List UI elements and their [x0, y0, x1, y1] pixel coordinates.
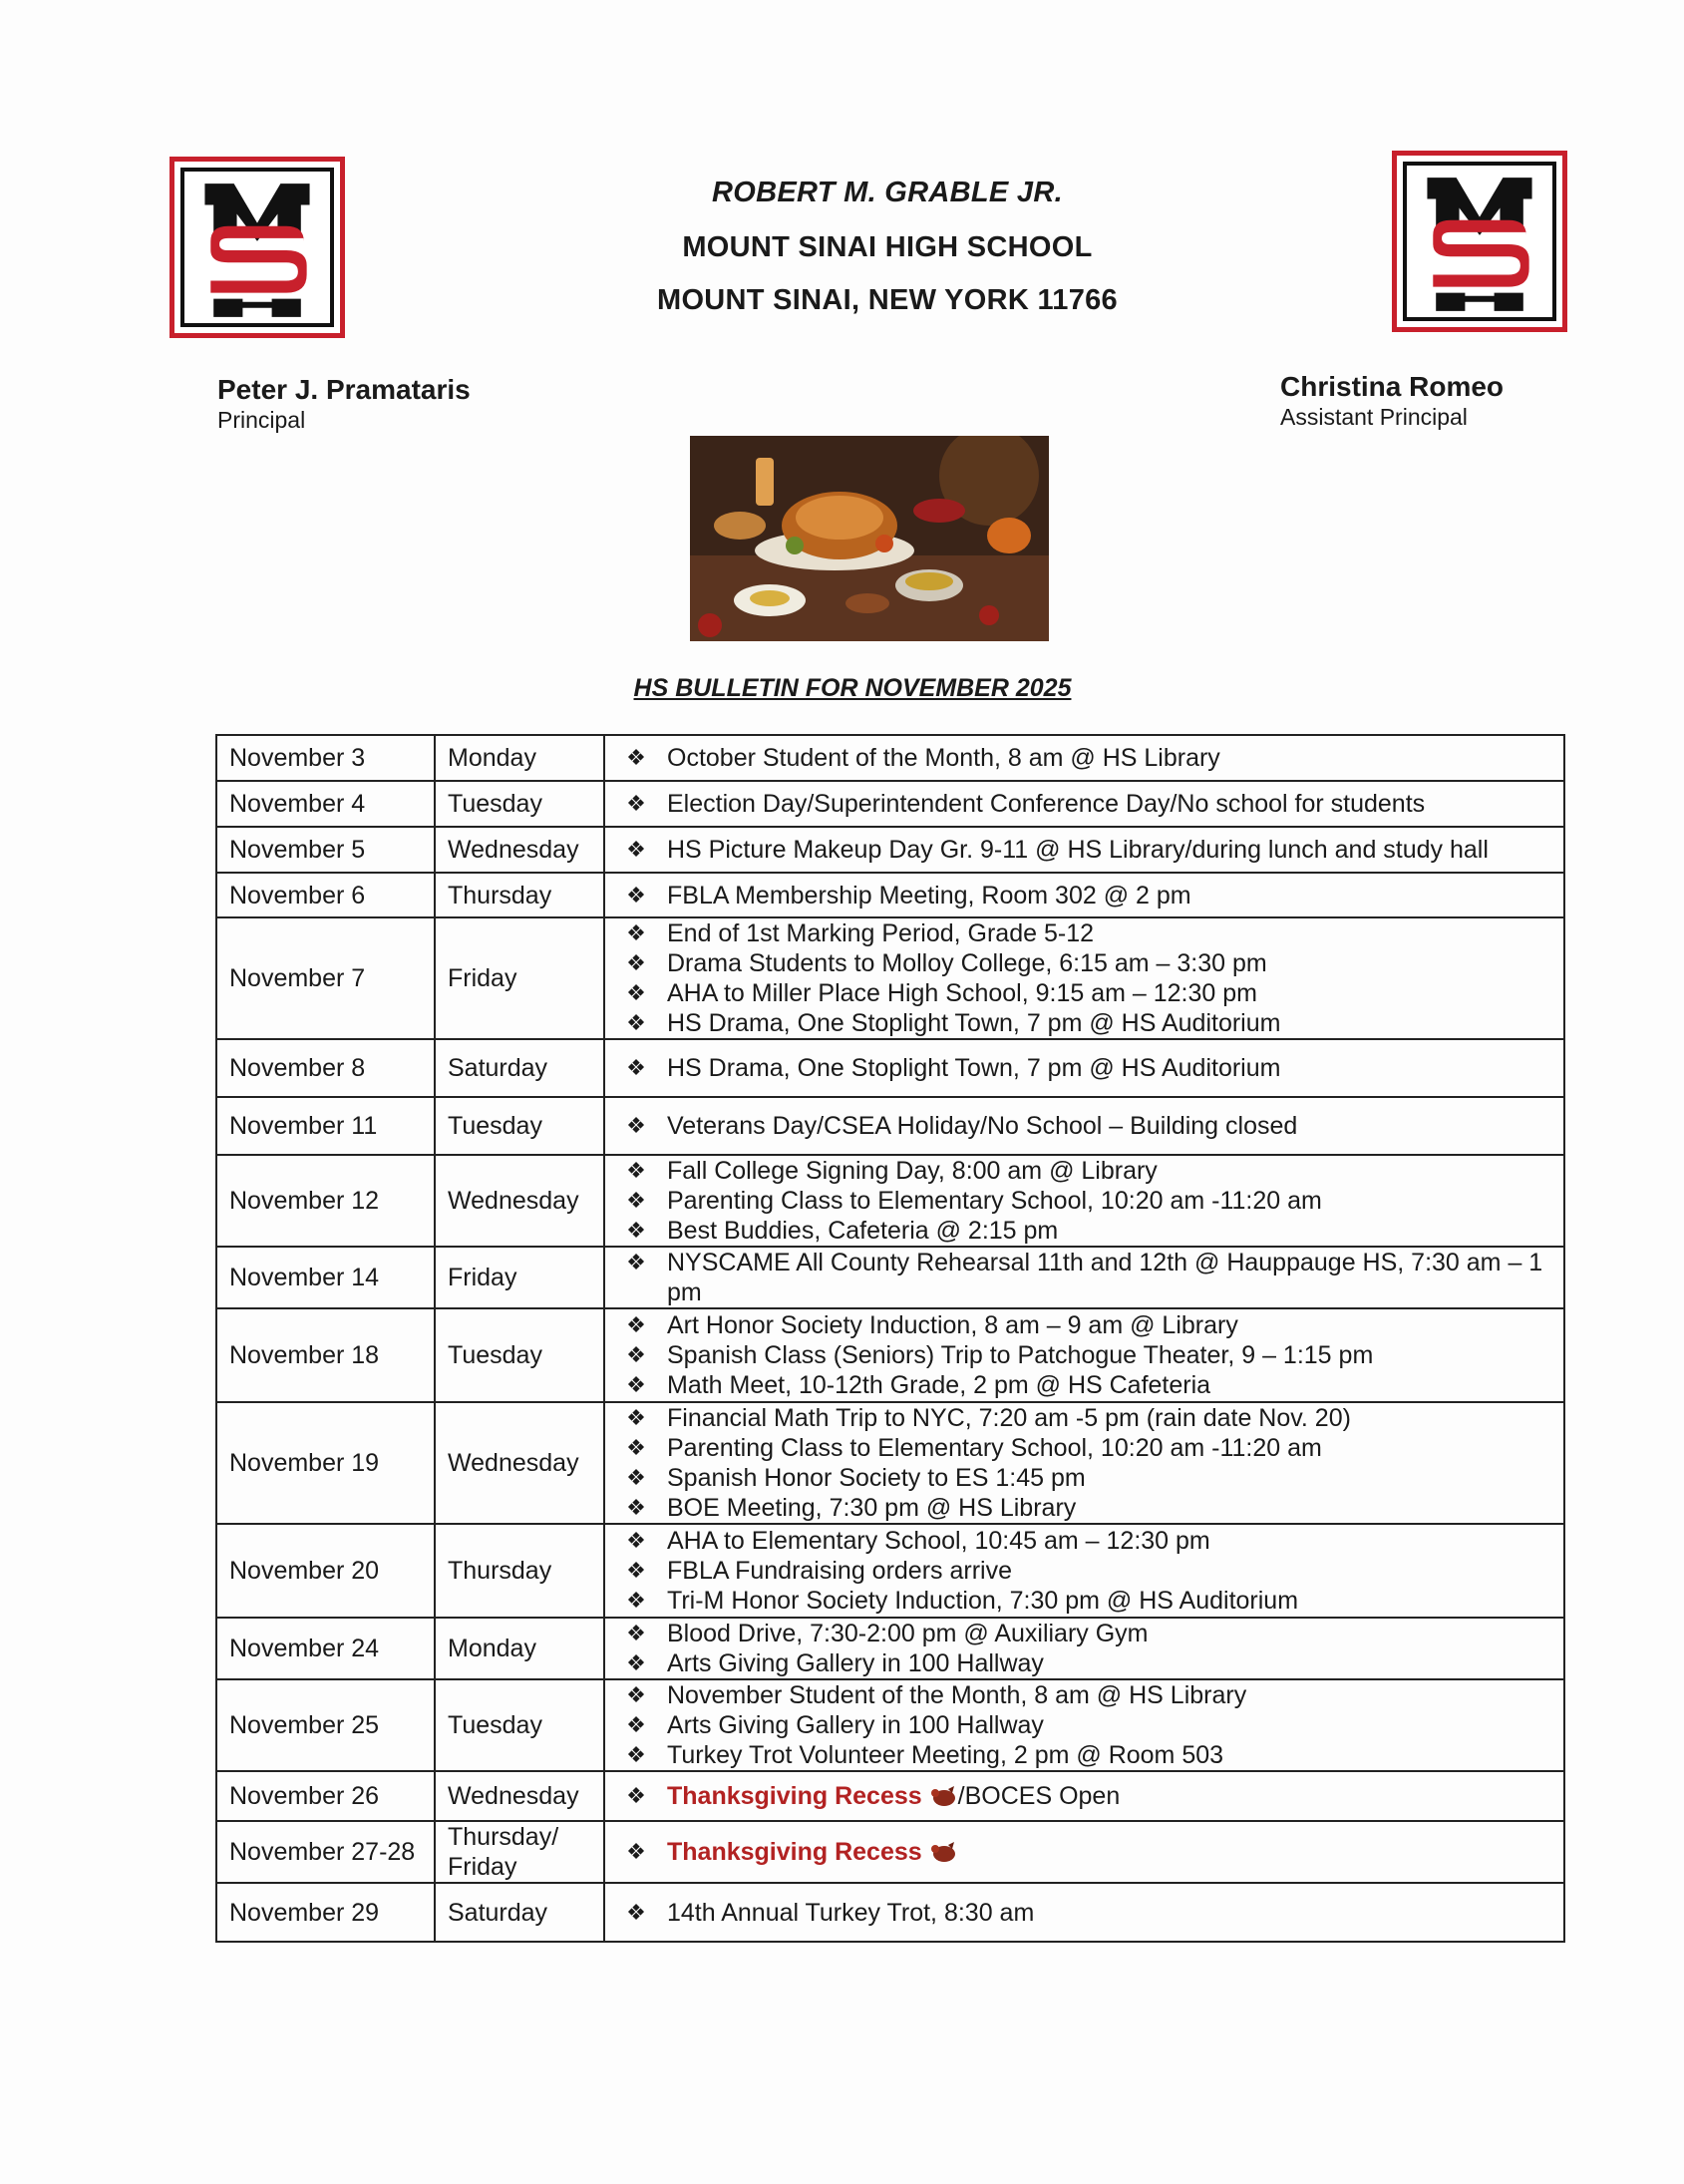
diamond-bullet-icon: ❖ — [626, 791, 646, 816]
diamond-bullet-icon: ❖ — [626, 1435, 646, 1460]
event-item — [621, 1493, 1551, 1523]
event-text: Blood Drive, 7:30-2:00 pm @ Auxiliary Gym — [667, 1620, 1149, 1647]
event-item — [621, 1433, 1551, 1463]
schedule-events — [604, 1821, 1564, 1883]
schedule-day: Tuesday — [435, 1097, 604, 1155]
event-text: AHA to Miller Place High School, 9:15 am – 12:30 pm — [667, 979, 1257, 1007]
event-text: Math Meet, 10-12th Grade, 2 pm @ HS Cafeteria — [667, 1371, 1211, 1399]
schedule-row — [216, 1618, 1564, 1679]
event-text: Spanish Class (Seniors) Trip to Patchogue Theater, 9 – 1:15 pm — [667, 1341, 1374, 1369]
diamond-bullet-icon: ❖ — [626, 1712, 646, 1737]
schedule-row — [216, 1402, 1564, 1524]
diamond-bullet-icon: ❖ — [626, 1650, 646, 1675]
diamond-bullet-icon: ❖ — [626, 1682, 646, 1707]
event-item — [621, 948, 1551, 978]
turkey-icon — [930, 1840, 956, 1862]
event-item — [621, 918, 1551, 948]
event-item — [621, 835, 1551, 865]
schedule-date: November 11 — [216, 1097, 435, 1155]
diamond-bullet-icon: ❖ — [626, 1113, 646, 1138]
diamond-bullet-icon: ❖ — [626, 1495, 646, 1520]
schedule-day: Monday — [435, 1618, 604, 1679]
schedule-day: Saturday — [435, 1039, 604, 1097]
schedule-day: Wednesday — [435, 1155, 604, 1247]
schedule-date: November 26 — [216, 1771, 435, 1821]
event-item — [621, 978, 1551, 1008]
event-text: Art Honor Society Induction, 8 am – 9 am @ Library — [667, 1311, 1238, 1339]
schedule-date: November 4 — [216, 781, 435, 827]
event-item — [621, 1837, 1551, 1867]
schedule-events — [604, 735, 1564, 781]
diamond-bullet-icon: ❖ — [626, 1528, 646, 1553]
event-item — [621, 1556, 1551, 1586]
event-item — [621, 789, 1551, 819]
event-text: End of 1st Marking Period, Grade 5-12 — [667, 919, 1095, 947]
event-text: Arts Giving Gallery in 100 Hallway — [667, 1649, 1044, 1677]
schedule-day: Tuesday — [435, 781, 604, 827]
schedule-day: Friday — [435, 917, 604, 1039]
assistant-principal-name: Christina Romeo — [1280, 371, 1505, 402]
diamond-bullet-icon: ❖ — [626, 1250, 646, 1274]
schedule-day: Thursday — [435, 1524, 604, 1618]
event-item — [621, 1370, 1551, 1400]
diamond-bullet-icon: ❖ — [626, 1405, 646, 1430]
diamond-bullet-icon: ❖ — [626, 1558, 646, 1583]
schedule-events — [604, 781, 1564, 827]
schedule-row — [216, 873, 1564, 917]
schedule-row — [216, 1039, 1564, 1097]
schedule-events — [604, 1039, 1564, 1097]
event-item — [621, 1403, 1551, 1433]
event-text: FBLA Membership Meeting, Room 302 @ 2 pm — [667, 881, 1191, 910]
event-text: Arts Giving Gallery in 100 Hallway — [667, 1711, 1044, 1739]
schedule-day: Tuesday — [435, 1308, 604, 1402]
event-item — [621, 1781, 1551, 1811]
holiday-label: Thanksgiving Recess — [667, 1782, 922, 1810]
event-item — [621, 1008, 1551, 1038]
schedule-events — [604, 1618, 1564, 1679]
schedule-date: November 18 — [216, 1308, 435, 1402]
schedule-row — [216, 1097, 1564, 1155]
event-text: /BOCES Open — [957, 1782, 1121, 1810]
schedule-events — [604, 1771, 1564, 1821]
event-item — [621, 1053, 1551, 1083]
diamond-bullet-icon: ❖ — [626, 1899, 646, 1925]
school-logo-left — [169, 157, 345, 338]
diamond-bullet-icon: ❖ — [626, 1158, 646, 1183]
schedule-row — [216, 1247, 1564, 1308]
schedule-events — [604, 1308, 1564, 1402]
schedule-events — [604, 827, 1564, 873]
schedule-table — [215, 734, 1565, 1943]
schedule-date: November 27-28 — [216, 1821, 435, 1883]
event-text: HS Drama, One Stoplight Town, 7 pm @ HS Auditorium — [667, 1009, 1281, 1037]
header-school: MOUNT SINAI HIGH SCHOOL — [682, 231, 1093, 263]
event-text: November Student of the Month, 8 am @ HS Library — [667, 1681, 1247, 1709]
event-item — [621, 1216, 1551, 1246]
schedule-date: November 5 — [216, 827, 435, 873]
schedule-date: November 20 — [216, 1524, 435, 1618]
diamond-bullet-icon: ❖ — [626, 882, 646, 908]
schedule-events — [604, 1524, 1564, 1618]
event-item — [621, 1648, 1551, 1678]
diamond-bullet-icon: ❖ — [626, 1465, 646, 1490]
event-item — [621, 1156, 1551, 1186]
header-name: ROBERT M. GRABLE JR. — [712, 177, 1063, 208]
event-item — [621, 1111, 1551, 1141]
diamond-bullet-icon: ❖ — [626, 1055, 646, 1080]
schedule-events — [604, 1679, 1564, 1771]
schedule-events — [604, 1247, 1564, 1308]
schedule-row — [216, 1308, 1564, 1402]
schedule-events — [604, 1402, 1564, 1524]
diamond-bullet-icon: ❖ — [626, 1312, 646, 1337]
schedule-events — [604, 1883, 1564, 1942]
event-text: HS Drama, One Stoplight Town, 7 pm @ HS Auditorium — [667, 1054, 1281, 1082]
event-text: NYSCAME All County Rehearsal 11th and 12th @ Hauppauge HS, 7:30 am – 1 pm — [667, 1249, 1543, 1306]
event-text: FBLA Fundraising orders arrive — [667, 1557, 1012, 1585]
event-item — [621, 1710, 1551, 1740]
principal-title: Principal — [217, 407, 306, 433]
event-item — [621, 1463, 1551, 1493]
schedule-date: November 6 — [216, 873, 435, 917]
event-item — [621, 1186, 1551, 1216]
header-city: MOUNT SINAI, NEW YORK 11766 — [656, 284, 1118, 316]
schedule-day: Saturday — [435, 1883, 604, 1942]
schedule-day: Wednesday — [435, 1771, 604, 1821]
diamond-bullet-icon: ❖ — [626, 837, 646, 862]
schedule-events — [604, 917, 1564, 1039]
schedule-date: November 19 — [216, 1402, 435, 1524]
schedule-day: Wednesday — [435, 1402, 604, 1524]
schedule-row — [216, 1679, 1564, 1771]
event-item — [621, 1680, 1551, 1710]
schedule-day: Thursday — [435, 873, 604, 917]
schedule-row — [216, 1155, 1564, 1247]
schedule-row — [216, 1771, 1564, 1821]
event-text: Tri-M Honor Society Induction, 7:30 pm @ HS Auditorium — [667, 1587, 1299, 1615]
event-item — [621, 1586, 1551, 1616]
diamond-bullet-icon: ❖ — [626, 1621, 646, 1645]
holiday-label: Thanksgiving Recess — [667, 1838, 922, 1866]
event-item — [621, 1898, 1551, 1928]
schedule-date: November 7 — [216, 917, 435, 1039]
schedule-row — [216, 1524, 1564, 1618]
event-text: 14th Annual Turkey Trot, 8:30 am — [667, 1898, 1035, 1927]
principal-name: Peter J. Pramataris — [217, 374, 471, 405]
schedule-events — [604, 1155, 1564, 1247]
schedule-events — [604, 1097, 1564, 1155]
diamond-bullet-icon: ❖ — [626, 920, 646, 945]
diamond-bullet-icon: ❖ — [626, 1218, 646, 1243]
schedule-row — [216, 917, 1564, 1039]
diamond-bullet-icon: ❖ — [626, 1372, 646, 1397]
schedule-date: November 25 — [216, 1679, 435, 1771]
diamond-bullet-icon: ❖ — [626, 1588, 646, 1613]
schedule-day: Wednesday — [435, 827, 604, 873]
schedule-day: Friday — [435, 1247, 604, 1308]
event-text: Parenting Class to Elementary School, 10:20 am -11:20 am — [667, 1187, 1322, 1215]
event-text: AHA to Elementary School, 10:45 am – 12:30 pm — [667, 1527, 1210, 1555]
school-logo-right — [1392, 151, 1567, 332]
schedule-day: Monday — [435, 735, 604, 781]
bulletin-title: HS BULLETIN FOR NOVEMBER 2025 — [633, 674, 1072, 702]
diamond-bullet-icon: ❖ — [626, 1342, 646, 1367]
schedule-day: Thursday/ Friday — [435, 1821, 604, 1883]
event-text: BOE Meeting, 7:30 pm @ HS Library — [667, 1494, 1077, 1522]
schedule-row — [216, 1883, 1564, 1942]
event-item — [621, 743, 1551, 773]
schedule-events — [604, 873, 1564, 917]
schedule-row — [216, 1821, 1564, 1883]
schedule-date: November 24 — [216, 1618, 435, 1679]
event-item — [621, 1248, 1551, 1307]
schedule-date: November 12 — [216, 1155, 435, 1247]
turkey-icon — [930, 1784, 956, 1806]
diamond-bullet-icon: ❖ — [626, 1010, 646, 1035]
event-text: Best Buddies, Cafeteria @ 2:15 pm — [667, 1217, 1059, 1245]
event-text: Fall College Signing Day, 8:00 am @ Library — [667, 1157, 1158, 1185]
diamond-bullet-icon: ❖ — [626, 745, 646, 770]
event-text: Turkey Trot Volunteer Meeting, 2 pm @ Room 503 — [667, 1741, 1224, 1769]
diamond-bullet-icon: ❖ — [626, 950, 646, 975]
event-text: Election Day/Superintendent Conference Day/No school for students — [667, 790, 1426, 818]
diamond-bullet-icon: ❖ — [626, 1742, 646, 1767]
schedule-row — [216, 735, 1564, 781]
schedule-day: Tuesday — [435, 1679, 604, 1771]
event-text: Financial Math Trip to NYC, 7:20 am -5 pm (rain date Nov. 20) — [667, 1404, 1351, 1432]
diamond-bullet-icon: ❖ — [626, 1839, 646, 1864]
event-text: Drama Students to Molloy College, 6:15 am – 3:30 pm — [667, 949, 1267, 977]
event-item — [621, 1310, 1551, 1340]
event-text: October Student of the Month, 8 am @ HS Library — [667, 744, 1220, 772]
schedule-date: November 3 — [216, 735, 435, 781]
event-item — [621, 1619, 1551, 1648]
event-text: Veterans Day/CSEA Holiday/No School – Building closed — [667, 1112, 1298, 1140]
diamond-bullet-icon: ❖ — [626, 1188, 646, 1213]
event-item — [621, 1526, 1551, 1556]
schedule-date: November 8 — [216, 1039, 435, 1097]
event-text: HS Picture Makeup Day Gr. 9-11 @ HS Library/during lunch and study hall — [667, 836, 1489, 864]
thanksgiving-feast-image — [690, 436, 1049, 641]
event-text: Parenting Class to Elementary School, 10:20 am -11:20 am — [667, 1434, 1322, 1462]
schedule-row — [216, 781, 1564, 827]
diamond-bullet-icon: ❖ — [626, 980, 646, 1005]
event-item — [621, 881, 1551, 910]
event-text: Spanish Honor Society to ES 1:45 pm — [667, 1464, 1086, 1492]
schedule-row — [216, 827, 1564, 873]
diamond-bullet-icon: ❖ — [626, 1783, 646, 1808]
schedule-date: November 14 — [216, 1247, 435, 1308]
schedule-date: November 29 — [216, 1883, 435, 1942]
assistant-principal-title: Assistant Principal — [1280, 404, 1468, 430]
event-item — [621, 1340, 1551, 1370]
event-item — [621, 1740, 1551, 1770]
